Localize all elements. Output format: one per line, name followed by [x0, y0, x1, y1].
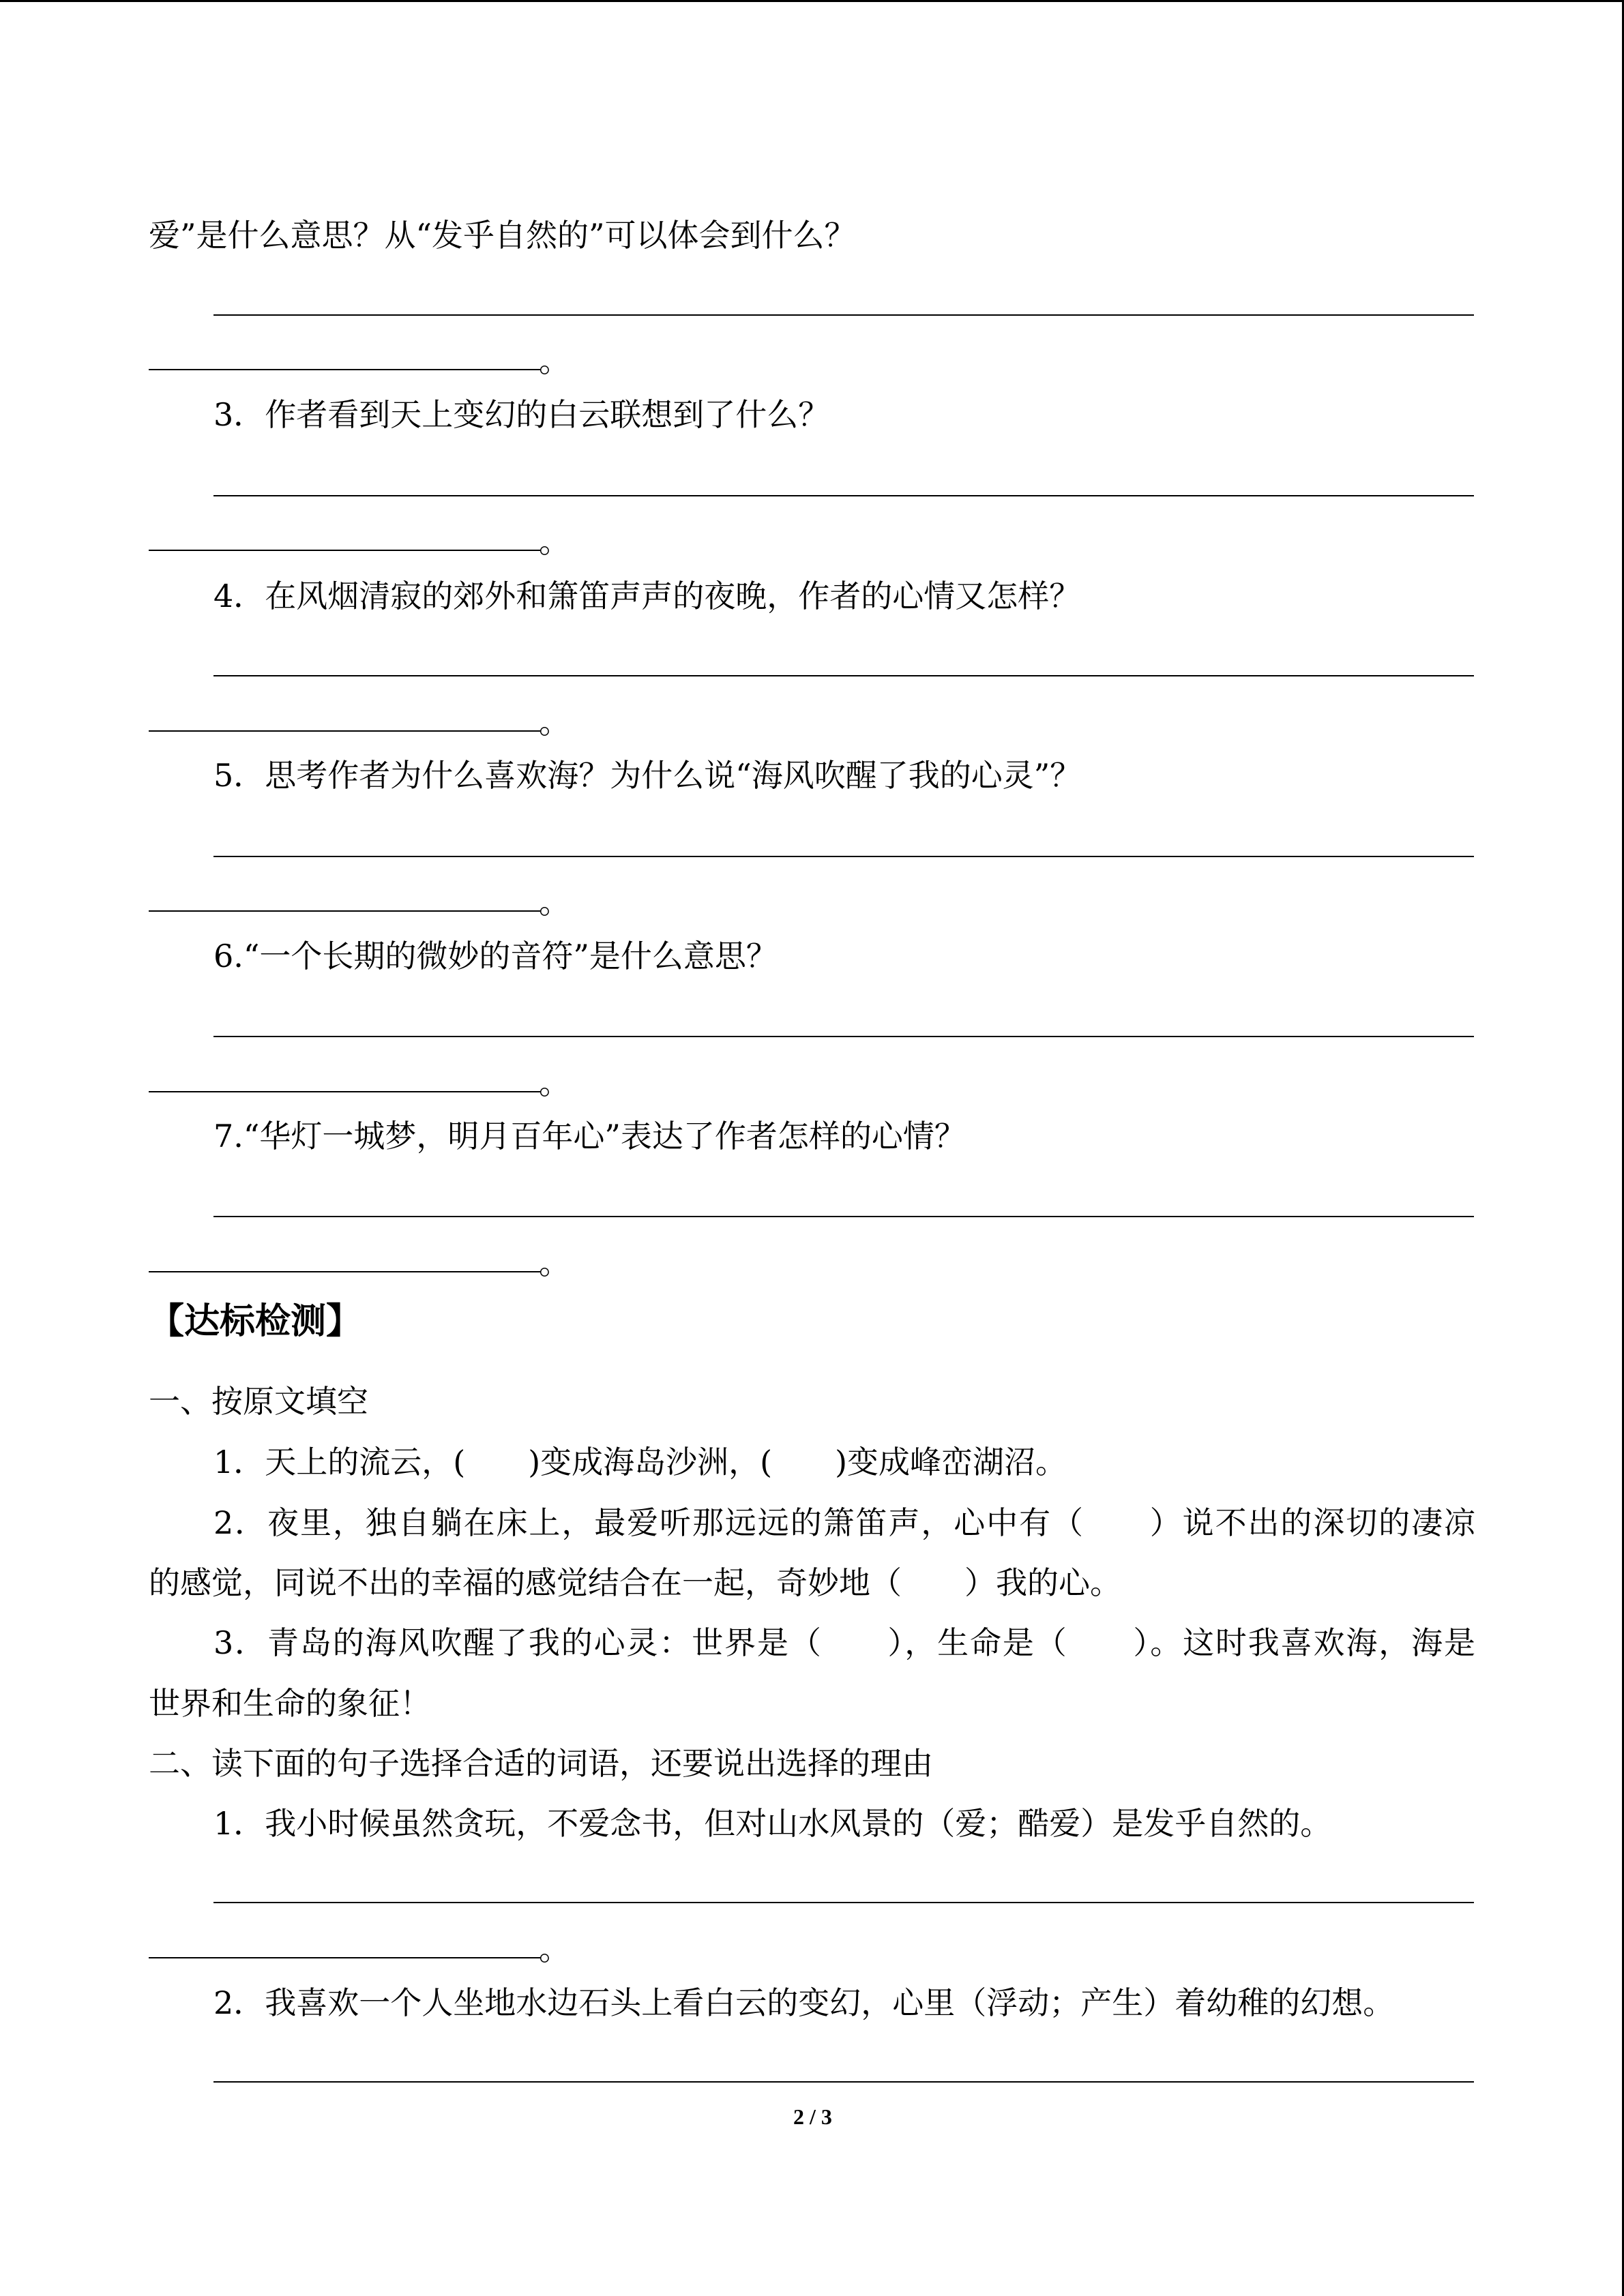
answer-end-mark: 。	[539, 704, 570, 741]
answer-end-mark: 。	[539, 1930, 570, 1967]
answer-line	[213, 1036, 1474, 1037]
answer-end-mark: 。	[539, 884, 570, 921]
part-2-title: 二、读下面的句子选择合适的词语，还要说出选择的理由	[149, 1745, 933, 1782]
page-border-top	[0, 0, 1624, 2]
part-1-item-1: 1．天上的流云，( )变成海岛沙洲，( )变成峰峦湖沼。	[213, 1444, 1067, 1480]
answer-end-mark: 。	[539, 1064, 570, 1101]
answer-line	[213, 314, 1474, 316]
question-3: 3．作者看到天上变幻的白云联想到了什么？	[213, 396, 830, 433]
answer-line	[213, 675, 1474, 676]
answer-line	[149, 550, 541, 551]
answer-line	[149, 1271, 541, 1272]
answer-line	[213, 495, 1474, 496]
question-7: 7.“华灯一城梦，明月百年心”表达了作者怎样的心情？	[213, 1118, 966, 1154]
part-1-item-2-line-1: 2．夜里，独自躺在床上，最爱听那远远的箫笛声，心中有（ ）说不出的深切的凄凉	[213, 1504, 1475, 1541]
question-2-tail: 爱”是什么意思？从“发乎自然的”可以体会到什么？	[149, 217, 856, 254]
answer-line	[149, 730, 541, 732]
part-1-title: 一、按原文填空	[149, 1383, 368, 1420]
page-number: 2 / 3	[793, 2104, 832, 2129]
answer-line	[213, 856, 1474, 857]
answer-line	[213, 2081, 1474, 2083]
answer-end-mark: 。	[539, 523, 570, 560]
part-1-item-3-line-1: 3．青岛的海风吹醒了我的心灵：世界是（ ），生命是（ ）。这时我喜欢海，海是	[213, 1624, 1475, 1661]
question-4: 4．在风烟清寂的郊外和箫笛声声的夜晚，作者的心情又怎样？	[213, 578, 1081, 614]
answer-line	[149, 1091, 541, 1092]
answer-line	[149, 1957, 541, 1958]
part-2-item-1: 1．我小时候虽然贪玩，不爱念书，但对山水风景的（爱；酷爱）是发乎自然的。	[213, 1805, 1332, 1842]
answer-end-mark: 。	[539, 342, 570, 379]
answer-line	[149, 369, 541, 370]
part-2-item-2: 2．我喜欢一个人坐地水边石头上看白云的变幻，心里（浮动；产生）着幼稚的幻想。	[213, 1984, 1395, 2021]
answer-line	[213, 1902, 1474, 1903]
part-1-item-3-line-2: 世界和生命的象征！	[149, 1685, 431, 1722]
part-1-item-2-line-2: 的感觉，同说不出的幸福的感觉结合在一起，奇妙地（ ）我的心。	[149, 1564, 1121, 1601]
answer-line	[213, 1216, 1474, 1217]
question-6: 6.“一个长期的微妙的音符”是什么意思？	[213, 938, 778, 974]
section-title: 【达标检测】	[149, 1301, 362, 1342]
answer-end-mark: 。	[539, 1244, 570, 1281]
answer-line	[149, 910, 541, 912]
question-5: 5．思考作者为什么喜欢海？为什么说“海风吹醒了我的心灵”？	[213, 757, 1082, 794]
